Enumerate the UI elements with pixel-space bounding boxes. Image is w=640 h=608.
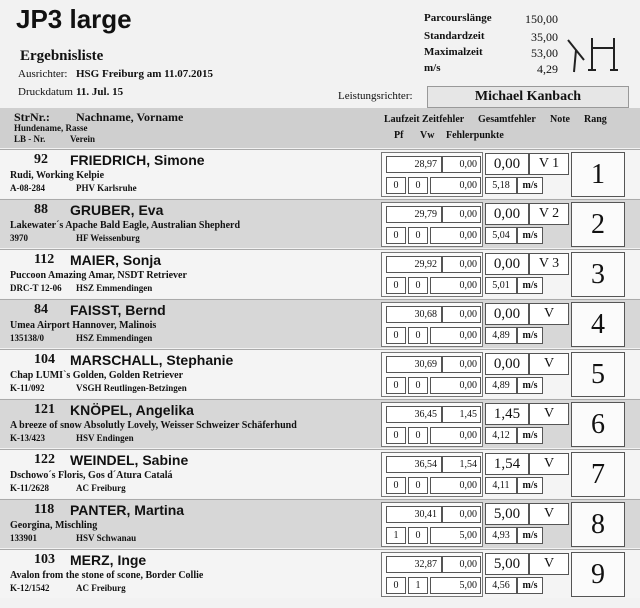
dog-name-breed: A breeze of snow Absolutly Lovely, Weisser Schweizer Schäferhund: [10, 420, 297, 431]
stat-label-speed: m/s: [424, 62, 441, 74]
speed-unit: m/s: [517, 577, 543, 594]
fault-points: 0,00: [430, 427, 481, 444]
time-fault: 0,00: [442, 556, 481, 573]
run-time: 30,68: [386, 306, 442, 323]
rank: 5: [571, 352, 625, 397]
stat-label-length: Parcourslänge: [424, 12, 492, 24]
table-row: [0, 249, 640, 298]
rank: 6: [571, 402, 625, 447]
handler-name: MERZ, Inge: [70, 552, 147, 568]
fault-pf: 0: [386, 477, 406, 494]
fault-vw: 0: [408, 327, 428, 344]
speed-unit: m/s: [517, 377, 543, 394]
speed: 5,18: [485, 177, 517, 194]
stat-value-speed: 4,29: [537, 62, 558, 76]
speed: 4,89: [485, 327, 517, 344]
club-name: HSV Schwanau: [76, 533, 137, 543]
page-title: JP3 large: [16, 4, 132, 34]
start-number: 88: [34, 202, 48, 217]
table-row: [0, 199, 640, 248]
handler-name: MARSCHALL, Stephanie: [70, 352, 234, 368]
table-row: [0, 499, 640, 548]
lb-number: DRC-T 12-06: [10, 283, 62, 293]
col-lbnr: LB - Nr.: [14, 134, 46, 144]
table-header: [0, 108, 640, 148]
speed-unit: m/s: [517, 327, 543, 344]
time-fault: 1,54: [442, 456, 481, 473]
time-panel: [381, 402, 483, 447]
run-time: 30,69: [386, 356, 442, 373]
col-fehlerpunkte: Fehlerpunkte: [446, 130, 504, 141]
club-name: AC Freiburg: [76, 583, 126, 593]
run-time: 28,97: [386, 156, 442, 173]
fault-pf: 0: [386, 177, 406, 194]
grade: V: [529, 453, 569, 475]
fault-pf: 0: [386, 377, 406, 394]
grade: V 3: [529, 253, 569, 275]
total-faults: 0,00: [485, 303, 529, 325]
stat-label-max: Maximalzeit: [424, 46, 483, 58]
start-number: 122: [34, 452, 55, 467]
speed: 5,04: [485, 227, 517, 244]
time-panel: [381, 502, 483, 547]
club-name: HF Weissenburg: [76, 233, 140, 243]
total-faults: 0,00: [485, 203, 529, 225]
speed-unit: m/s: [517, 227, 543, 244]
start-number: 84: [34, 302, 48, 317]
club-name: HSZ Emmendingen: [76, 333, 153, 343]
fault-points: 0,00: [430, 327, 481, 344]
club-name: PHV Karlsruhe: [76, 183, 137, 193]
speed-unit: m/s: [517, 427, 543, 444]
print-date-label: Druckdatum: [18, 86, 73, 98]
rank: 4: [571, 302, 625, 347]
dog-name-breed: Rudi, Working Kelpie: [10, 170, 105, 181]
run-time: 36,45: [386, 406, 442, 423]
dog-name-breed: Puccoon Amazing Amar, NSDT Retriever: [10, 270, 187, 281]
fault-points: 0,00: [430, 177, 481, 194]
table-row: [0, 449, 640, 498]
time-panel: [381, 252, 483, 297]
handler-name: FAISST, Bernd: [70, 302, 166, 318]
lb-number: K-11/092: [10, 383, 45, 393]
time-panel: [381, 352, 483, 397]
organizer-label: Ausrichter:: [18, 68, 68, 80]
run-time: 29,79: [386, 206, 442, 223]
print-date-value: 11. Jul. 15: [76, 86, 124, 98]
time-fault: 0,00: [442, 506, 481, 523]
dog-name-breed: Dschowo´s Floris, Gos d´Atura Catalá: [10, 470, 173, 481]
run-time: 36,54: [386, 456, 442, 473]
table-row: [0, 549, 640, 598]
start-number: 92: [34, 152, 48, 167]
col-vw: Vw: [420, 130, 435, 141]
table-row: [0, 399, 640, 448]
time-fault: 0,00: [442, 156, 481, 173]
agility-hurdle-icon: [566, 34, 622, 74]
lb-number: 135138/0: [10, 333, 45, 343]
dog-name-breed: Umea Airport Hannover, Malinois: [10, 320, 157, 331]
stat-value-length: 150,00: [525, 12, 558, 26]
total-faults: 1,54: [485, 453, 529, 475]
grade: V 2: [529, 203, 569, 225]
lb-number: A-08-284: [10, 183, 45, 193]
time-fault: 0,00: [442, 356, 481, 373]
table-row: [0, 149, 640, 198]
lb-number: K-12/1542: [10, 583, 50, 593]
handler-name: PANTER, Martina: [70, 502, 185, 518]
col-rang: Rang: [584, 114, 607, 125]
speed: 4,56: [485, 577, 517, 594]
fault-points: 0,00: [430, 477, 481, 494]
start-number: 121: [34, 402, 55, 417]
total-faults: 0,00: [485, 253, 529, 275]
total-faults: 0,00: [485, 353, 529, 375]
fault-vw: 1: [408, 577, 428, 594]
speed-unit: m/s: [517, 277, 543, 294]
dog-name-breed: Lakewater´s Apache Bald Eagle, Australian Shepherd: [10, 220, 241, 231]
col-zeitfehler: Zeitfehler: [422, 114, 465, 125]
time-panel: [381, 302, 483, 347]
club-name: AC Freiburg: [76, 483, 126, 493]
grade: V: [529, 553, 569, 575]
fault-vw: 0: [408, 477, 428, 494]
fault-points: 0,00: [430, 227, 481, 244]
fault-pf: 1: [386, 527, 406, 544]
fault-vw: 0: [408, 177, 428, 194]
stat-label-standard: Standardzeit: [424, 30, 485, 42]
fault-vw: 0: [408, 377, 428, 394]
grade: V 1: [529, 153, 569, 175]
start-number: 104: [34, 352, 55, 367]
fault-vw: 0: [408, 277, 428, 294]
time-panel: [381, 152, 483, 197]
club-name: VSGH Reutlingen-Betzingen: [76, 383, 187, 393]
handler-name: KNÖPEL, Angelika: [70, 402, 194, 418]
rank: 9: [571, 552, 625, 597]
fault-pf: 0: [386, 577, 406, 594]
col-gesamtfehler: Gesamtfehler: [478, 114, 536, 125]
col-pf: Pf: [394, 130, 404, 141]
total-faults: 5,00: [485, 553, 529, 575]
club-name: HSZ Emmendingen: [76, 283, 153, 293]
col-note: Note: [550, 114, 570, 125]
run-time: 29,92: [386, 256, 442, 273]
col-dog: Hundename, Rasse: [14, 123, 88, 133]
rank: 3: [571, 252, 625, 297]
dog-name-breed: Avalon from the stone of scone, Border Collie: [10, 570, 204, 581]
time-panel: [381, 452, 483, 497]
fault-pf: 0: [386, 327, 406, 344]
dog-name-breed: Chap LUMI`s Golden, Golden Retriever: [10, 370, 184, 381]
start-number: 112: [34, 252, 55, 267]
col-strnr: StrNr.:: [14, 110, 50, 124]
time-fault: 0,00: [442, 256, 481, 273]
total-faults: 0,00: [485, 153, 529, 175]
fault-points: 0,00: [430, 377, 481, 394]
stat-value-standard: 35,00: [531, 30, 558, 44]
col-club: Verein: [70, 134, 96, 144]
rank: 1: [571, 152, 625, 197]
judge-label: Leistungsrichter:: [338, 90, 413, 102]
rank: 2: [571, 202, 625, 247]
col-name: Nachname, Vorname: [76, 110, 184, 124]
list-subtitle: Ergebnisliste: [20, 48, 104, 64]
judge-name: Michael Kanbach: [427, 86, 629, 108]
lb-number: 133901: [10, 533, 37, 543]
grade: V: [529, 303, 569, 325]
speed: 4,93: [485, 527, 517, 544]
time-fault: 1,45: [442, 406, 481, 423]
grade: V: [529, 353, 569, 375]
run-time: 30,41: [386, 506, 442, 523]
time-panel: [381, 202, 483, 247]
fault-pf: 0: [386, 227, 406, 244]
handler-name: WEINDEL, Sabine: [70, 452, 189, 468]
fault-vw: 0: [408, 227, 428, 244]
lb-number: 3970: [10, 233, 28, 243]
handler-name: MAIER, Sonja: [70, 252, 162, 268]
speed: 5,01: [485, 277, 517, 294]
grade: V: [529, 503, 569, 525]
time-fault: 0,00: [442, 306, 481, 323]
handler-name: FRIEDRICH, Simone: [70, 152, 205, 168]
speed: 4,89: [485, 377, 517, 394]
speed-unit: m/s: [517, 527, 543, 544]
speed-unit: m/s: [517, 477, 543, 494]
rank: 8: [571, 502, 625, 547]
speed: 4,11: [485, 477, 517, 494]
time-fault: 0,00: [442, 206, 481, 223]
handler-name: GRUBER, Eva: [70, 202, 164, 218]
dog-name-breed: Georgina, Mischling: [10, 520, 98, 531]
table-row: [0, 299, 640, 348]
fault-vw: 0: [408, 527, 428, 544]
lb-number: K-13/423: [10, 433, 45, 443]
total-faults: 5,00: [485, 503, 529, 525]
fault-points: 5,00: [430, 527, 481, 544]
speed-unit: m/s: [517, 177, 543, 194]
run-time: 32,87: [386, 556, 442, 573]
col-laufzeit: Laufzeit: [384, 114, 420, 125]
organizer-value: HSG Freiburg am 11.07.2015: [76, 68, 213, 80]
stat-value-max: 53,00: [531, 46, 558, 60]
grade: V: [529, 403, 569, 425]
time-panel: [381, 552, 483, 597]
start-number: 118: [34, 502, 55, 517]
fault-points: 0,00: [430, 277, 481, 294]
club-name: HSV Endingen: [76, 433, 134, 443]
table-row: [0, 349, 640, 398]
fault-points: 5,00: [430, 577, 481, 594]
fault-vw: 0: [408, 427, 428, 444]
lb-number: K-11/2628: [10, 483, 50, 493]
speed: 4,12: [485, 427, 517, 444]
fault-pf: 0: [386, 427, 406, 444]
fault-pf: 0: [386, 277, 406, 294]
total-faults: 1,45: [485, 403, 529, 425]
rank: 7: [571, 452, 625, 497]
start-number: 103: [34, 552, 55, 567]
